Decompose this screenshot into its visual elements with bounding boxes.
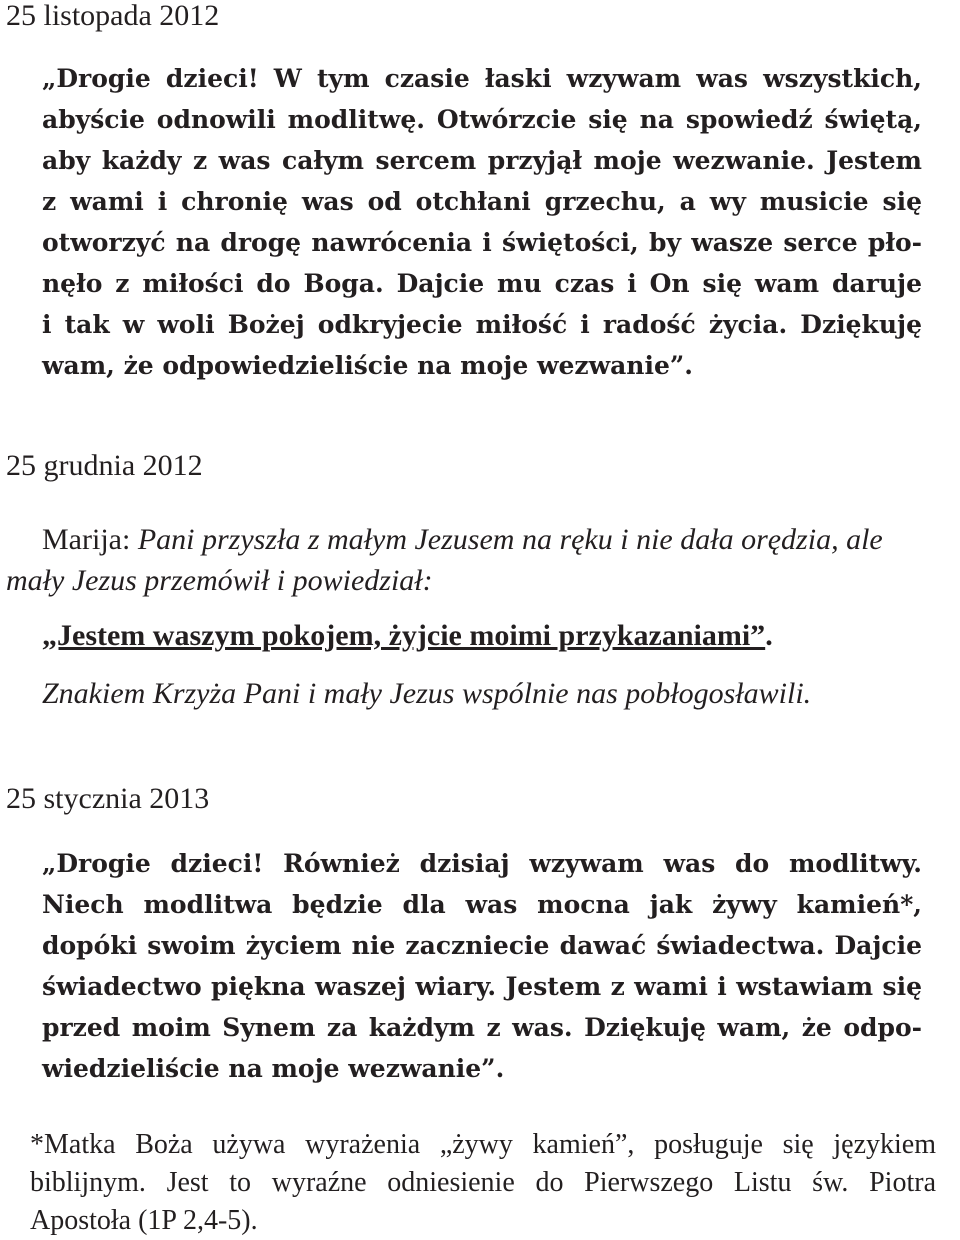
speaker-label: Marija:: [42, 523, 131, 556]
message-line: aby każdy z was całym sercem przyjął moje wezwanie. Jestem: [42, 146, 922, 175]
message-line: przed moim Synem za każdym z was. Dziękuję wam, że odpo-: [42, 1013, 922, 1042]
message-line: „Drogie dzieci! W tym czasie łaski wzywam was wszystkich,: [42, 64, 922, 93]
message-line: dopóki swoim życiem nie zaczniecie dawać świadectwa. Dajcie: [42, 931, 922, 960]
message-line: nęło z miłości do Boga. Dajcie mu czas i On się wam daruje: [42, 269, 922, 298]
blessing-text: Znakiem Krzyża Pani i mały Jezus wspólnie nas pobłogosławili.: [42, 677, 812, 710]
message-line: Niech modlitwa będzie dla was mocna jak żywy kamień*,: [42, 890, 922, 919]
message-line: abyście odnowili modlitwę. Otwórzcie się na spowiedź świętą,: [42, 105, 922, 134]
footnote-line: Apostoła (1P 2,4-5).: [30, 1205, 258, 1236]
footnote-line: *Matka Boża używa wyrażenia „żywy kamień”, posługuje się językiem: [30, 1129, 936, 1160]
message-text: [42, 58, 922, 386]
message-text: [42, 843, 922, 1089]
entry-date: 25 grudnia 2012: [6, 449, 203, 482]
message-line: „Drogie dzieci! Również dzisiaj wzywam was do modlitwy.: [42, 849, 922, 878]
message-line: i tak w woli Bożej odkryjecie miłość i radość życia. Dziękuję: [42, 310, 922, 339]
intro-text-continued: mały Jezus przemówił i powiedział:: [6, 564, 433, 597]
message-line: z wami i chronię was od otchłani grzechu, a wy musicie się: [42, 187, 922, 216]
message-line: otworzyć na drogę nawrócenia i świętości, by wasze serce pło-: [42, 228, 922, 257]
jesus-quote: [42, 616, 773, 656]
footnote-line: biblijnym. Jest to wyraźne odniesienie do Pierwszego Listu św. Piotra: [30, 1167, 936, 1198]
footnote: [30, 1126, 936, 1240]
quote-period: .: [765, 619, 773, 652]
quote-text: „Jestem waszym pokojem, żyjcie moimi przykazaniami”: [42, 619, 766, 652]
intro-text: Pani przyszła z małym Jezusem na ręku i nie dała orędzia, ale: [137, 523, 883, 556]
message-line: wiedzieliście na moje wezwanie”.: [42, 1054, 505, 1083]
intro-line: [42, 520, 883, 560]
entry-date: 25 listopada 2012: [6, 0, 220, 32]
message-line: świadectwo piękna waszej wiary. Jestem z wami i wstawiam się: [42, 972, 922, 1001]
message-line: wam, że odpowiedzieliście na moje wezwanie”.: [42, 351, 693, 380]
entry-date: 25 stycznia 2013: [6, 782, 210, 815]
